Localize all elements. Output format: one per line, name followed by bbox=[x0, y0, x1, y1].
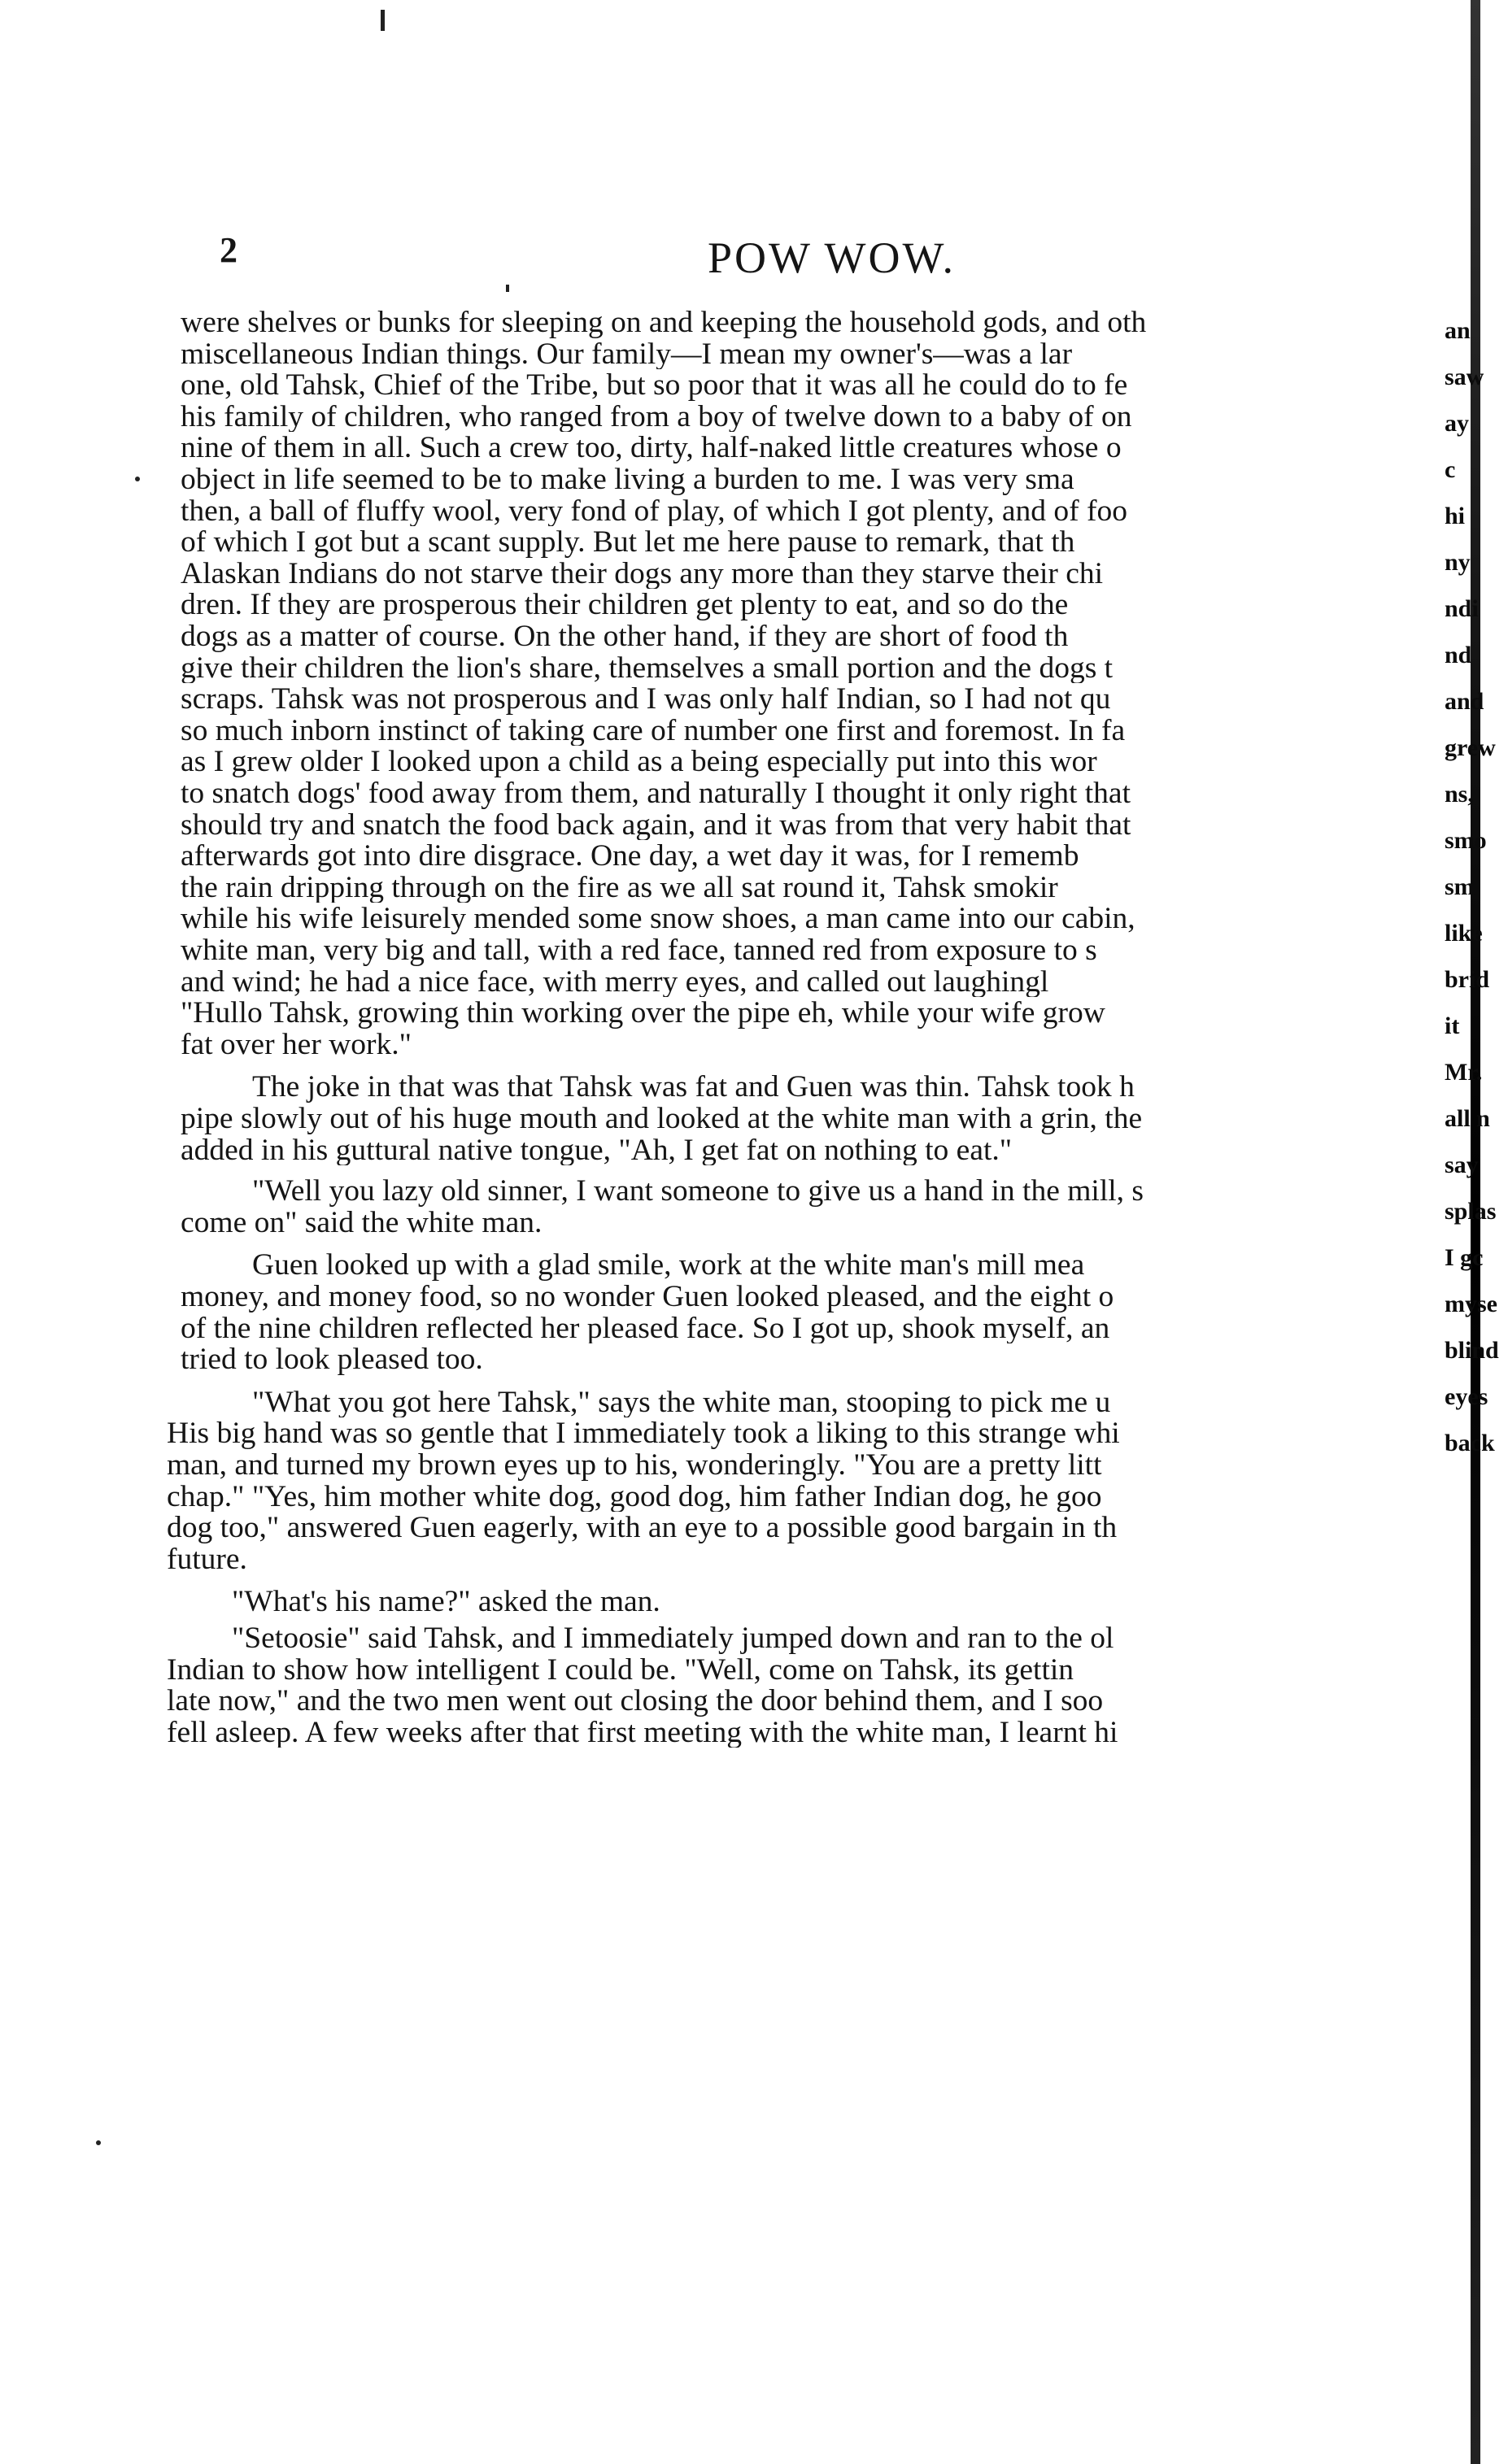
text-line: "Setoosie" said Tahsk, and I immediately jumped down and ran to the ol bbox=[232, 1623, 1114, 1654]
text-line: pipe slowly out of his huge mouth and looked at the white man with a grin, the bbox=[181, 1104, 1143, 1134]
text-line: as I grew older I looked upon a child as a being especially put into this wor bbox=[181, 747, 1097, 777]
bleed-through-word: nd bbox=[1445, 642, 1472, 668]
bleed-through-word: eyes bbox=[1445, 1383, 1488, 1410]
text-line: man, and turned my brown eyes up to his, wonderingly. "You are a pretty litt bbox=[167, 1450, 1102, 1481]
text-line: "Well you lazy old sinner, I want someone to give us a hand in the mill, s bbox=[252, 1176, 1144, 1207]
text-line: added in his guttural native tongue, "Ah, I get fat on nothing to eat." bbox=[181, 1134, 1013, 1166]
bleed-through-word: hi bbox=[1445, 503, 1466, 529]
text-line: nine of them in all. Such a crew too, dirty, half-naked little creatures whose o bbox=[181, 433, 1122, 464]
bleed-through-word: ndi bbox=[1445, 595, 1479, 622]
text-line: fell asleep. A few weeks after that first meeting with the white man, I learnt hi bbox=[167, 1717, 1118, 1748]
text-line: while his wife leisurely mended some snow shoes, a man came into our cabin, bbox=[181, 903, 1135, 934]
running-head: POW WOW. bbox=[708, 233, 957, 282]
text-line: "What you got here Tahsk," says the white man, stooping to pick me u bbox=[252, 1387, 1111, 1418]
scan-mark bbox=[381, 10, 385, 31]
text-line: dog too," answered Guen eagerly, with an eye to a possible good bargain in th bbox=[167, 1513, 1118, 1543]
text-line: Indian to show how intelligent I could be. "Well, come on Tahsk, its gettin bbox=[167, 1654, 1074, 1686]
bleed-through-word: ny bbox=[1445, 549, 1471, 576]
scan-mark bbox=[506, 285, 509, 292]
text-line: white man, very big and tall, with a red face, tanned red from exposure to s bbox=[181, 935, 1097, 966]
text-line: the rain dripping through on the fire as we all sat round it, Tahsk smokir bbox=[181, 872, 1058, 903]
bleed-through-word: and bbox=[1445, 688, 1484, 715]
text-line: Alaskan Indians do not starve their dogs any more than they starve their chi bbox=[181, 558, 1104, 590]
text-line: "Hullo Tahsk, growing thin working over the pipe eh, while your wife grow bbox=[181, 998, 1105, 1029]
bleed-through-word: Mr. bbox=[1445, 1059, 1483, 1086]
text-line: of which I got but a scant supply. But let me here pause to remark, that th bbox=[181, 527, 1075, 558]
bleed-through-word: I gc bbox=[1445, 1244, 1484, 1271]
text-line: come on" said the white man. bbox=[181, 1207, 543, 1239]
bleed-through-word: ns, bbox=[1445, 781, 1474, 808]
text-line: to snatch dogs' food away from them, and naturally I thought it only right that bbox=[181, 778, 1131, 809]
bleed-through-word: like bbox=[1445, 920, 1483, 947]
text-line: dren. If they are prosperous their children get plenty to eat, and so do the bbox=[181, 590, 1069, 620]
bleed-through-word: say bbox=[1445, 1151, 1479, 1178]
page-number: 2 bbox=[220, 230, 238, 270]
bleed-through-word: sm bbox=[1445, 873, 1475, 900]
text-line: should try and snatch the food back again, and it was from that very habit that bbox=[181, 809, 1131, 841]
bleed-through-word: smo bbox=[1445, 827, 1487, 854]
text-line: future. bbox=[167, 1543, 247, 1575]
text-line: of the nine children reflected her pleased face. So I got up, shook myself, an bbox=[181, 1313, 1110, 1344]
bleed-through-word: myse bbox=[1445, 1291, 1497, 1317]
bleed-through-word: all n bbox=[1445, 1105, 1490, 1132]
bleed-through-word: it bbox=[1445, 1012, 1460, 1039]
bleed-through-word: back bbox=[1445, 1430, 1495, 1456]
text-line: scraps. Tahsk was not prosperous and I was only half Indian, so I had not qu bbox=[181, 684, 1111, 715]
text-line: give their children the lion's share, themselves a small portion and the dogs t bbox=[181, 652, 1114, 684]
bleed-through-word: blind bbox=[1445, 1337, 1499, 1364]
text-line: His big hand was so gentle that I immediately took a liking to this strange whi bbox=[167, 1418, 1120, 1449]
scan-mark bbox=[96, 2140, 101, 2145]
bleed-through-word: an bbox=[1445, 317, 1471, 344]
text-line: Guen looked up with a glad smile, work at the white man's mill mea bbox=[252, 1250, 1085, 1281]
bleed-through-word: brid bbox=[1445, 966, 1490, 993]
text-line: one, old Tahsk, Chief of the Tribe, but so poor that it was all he could do to fe bbox=[181, 370, 1128, 401]
text-line: afterwards got into dire disgrace. One day, a wet day it was, for I rememb bbox=[181, 841, 1079, 872]
scan-mark bbox=[135, 477, 140, 481]
text-line: then, a ball of fluffy wool, very fond of play, of which I got plenty, and of foo bbox=[181, 495, 1127, 527]
text-line: so much inborn instinct of taking care of number one first and foremost. In fa bbox=[181, 715, 1126, 747]
bleed-through-word: splas bbox=[1445, 1198, 1497, 1225]
bleed-through-word: c bbox=[1445, 456, 1456, 483]
text-line: were shelves or bunks for sleeping on and keeping the household gods, and oth bbox=[181, 307, 1147, 338]
text-line: chap." "Yes, him mother white dog, good dog, him father Indian dog, he goo bbox=[167, 1481, 1102, 1513]
text-line: dogs as a matter of course. On the other hand, if they are short of food th bbox=[181, 621, 1069, 652]
bleed-through-word: ay bbox=[1445, 410, 1469, 437]
bleed-through-word: grew bbox=[1445, 734, 1496, 761]
bleed-through-word: saw bbox=[1445, 364, 1484, 390]
text-line: his family of children, who ranged from a boy of twelve down to a baby of on bbox=[181, 401, 1132, 433]
text-line: The joke in that was that Tahsk was fat and Guen was thin. Tahsk took h bbox=[252, 1072, 1135, 1103]
text-line: object in life seemed to be to make living a burden to me. I was very sma bbox=[181, 464, 1074, 495]
text-line: money, and money food, so no wonder Guen looked pleased, and the eight o bbox=[181, 1282, 1114, 1313]
text-line: tried to look pleased too. bbox=[181, 1344, 483, 1375]
text-line: fat over her work." bbox=[181, 1029, 412, 1060]
text-line: miscellaneous Indian things. Our family—I mean my owner's—was a lar bbox=[181, 338, 1073, 370]
text-line: "What's his name?" asked the man. bbox=[232, 1587, 660, 1617]
text-line: late now," and the two men went out closing the door behind them, and I soo bbox=[167, 1686, 1104, 1717]
text-line: and wind; he had a nice face, with merry eyes, and called out laughingl bbox=[181, 966, 1049, 998]
